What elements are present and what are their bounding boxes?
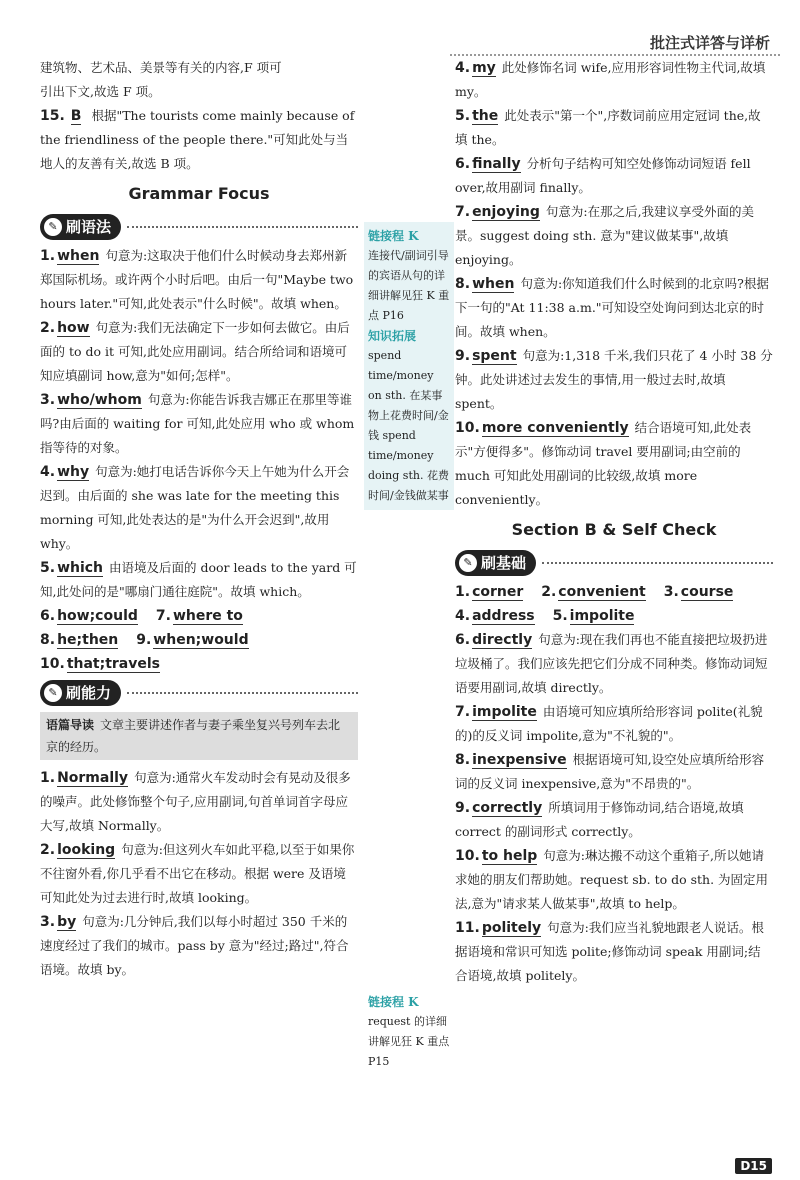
item-number: 2.	[541, 584, 557, 600]
right-column	[455, 56, 773, 988]
item-explanation: 根据"The tourists come mainly because of the friendliness of the people there."可知此处与当地人的友善有关,故选 B 项。	[40, 108, 355, 171]
item-number: 11.	[455, 920, 480, 936]
item-explanation: 句意为:你知道我们什么时候到的北京吗?根据下一句的"At 11:38 a.m."可知设空处询问到达北京的时间。故填 when。	[455, 276, 769, 339]
item-number: 6.	[455, 156, 471, 172]
side-note: request 的详细讲解见狂 K 重点 P15	[368, 1015, 450, 1068]
answer-item	[455, 152, 773, 200]
item-answer: when;would	[153, 632, 249, 648]
item-number: 1.	[40, 248, 56, 264]
guide-label: 语篇导读	[46, 718, 95, 732]
item-number: 4.	[455, 60, 471, 76]
item-number: 10.	[455, 848, 480, 864]
item-answer: B	[70, 108, 82, 124]
item-number: 2.	[40, 320, 56, 336]
answer-item-15	[40, 104, 358, 176]
item-number: 9.	[455, 800, 471, 816]
item-answer: to help	[481, 848, 538, 864]
item-answer: by	[57, 914, 77, 930]
intro-line: 引出下文,故选 F 项。	[40, 84, 161, 99]
answer-item	[40, 316, 358, 388]
item-explanation: 句意为:通常火车发动时会有晃动及很多的噪声。此处修饰整个句子,应用副词,句首单词首字母应大写,故填 Normally。	[40, 770, 351, 833]
item-answer: directly	[472, 632, 533, 648]
item-explanation: 由语境可知应填所给形容词 polite(礼貌的)的反义词 impolite,意为"不礼貌的"。	[455, 704, 763, 743]
item-number: 3.	[40, 914, 56, 930]
item-number: 8.	[455, 276, 471, 292]
answer-item	[40, 838, 358, 910]
item-explanation: 此处表示"第一个",序数词前应用定冠词 the,故填 the。	[455, 108, 761, 147]
item-explanation: 句意为:她打电话告诉你今天上午她为什么开会迟到。由后面的 she was late for the meeting this morning 可知,此处表达的是"为什么开会迟到",故用 why。	[40, 464, 350, 551]
item-answer: inexpensive	[472, 752, 567, 768]
answer-item	[455, 844, 773, 916]
item-explanation: 句意为:但这列火车如此平稳,以至于如果你不往窗外看,你几乎看不出它在移动。根据 were 及语境可知此处为过去进行时,故填 looking。	[40, 842, 355, 905]
side-notes-bottom	[364, 988, 454, 1076]
item-answer: correctly	[472, 800, 543, 816]
item-answer: politely	[481, 920, 542, 936]
badge-pill	[40, 214, 121, 240]
link-tag: 链接程 K	[368, 995, 419, 1009]
answer-item	[40, 460, 358, 556]
side-note: 连接代/副词引导的宾语从句的详细讲解见狂 K 重点 P16	[368, 249, 450, 322]
page-number: D15	[735, 1158, 772, 1174]
side-notes	[364, 222, 454, 510]
guide-text: 文章主要讲述作者与妻子乘坐复兴号列车去北京的经历。	[46, 718, 341, 754]
answer-item	[455, 416, 773, 512]
answer-item	[455, 748, 773, 796]
item-number: 7.	[155, 608, 171, 624]
item-number: 8.	[40, 632, 56, 648]
item-number: 4.	[40, 464, 56, 480]
intro-line: 建筑物、艺术品、美景等有关的内容,F 项可	[40, 60, 282, 75]
answer-item	[40, 556, 358, 604]
item-number: 7.	[455, 204, 471, 220]
item-explanation: 所填词用于修饰动词,结合语境,故填 correct 的副词形式 correctly。	[455, 800, 744, 839]
item-explanation: 句意为:这取决于他们什么时候动身去郑州新郑国际机场。或许两个小时后吧。由后一句"Maybe two hours later."可知,此处表示"什么时候"。故填 when。	[40, 248, 354, 311]
answer-item	[455, 200, 773, 272]
item-number: 5.	[455, 108, 471, 124]
item-explanation: 结合语境可知,此处表示"方便得多"。修饰动词 travel 要用副词;由空前的 much 可知此处用副词的比较级,故填 more conveniently。	[455, 420, 752, 507]
answer-item	[455, 104, 773, 152]
item-answer: why	[57, 464, 90, 480]
item-number: 7.	[455, 704, 471, 720]
item-answer: my	[472, 60, 496, 76]
item-explanation: 根据语境可知,设空处应填所给形容词的反义词 inexpensive,意为"不昂贵的"。	[455, 752, 765, 791]
dotted-divider	[127, 226, 358, 228]
item-answer: the	[472, 108, 499, 124]
item-number: 3.	[40, 392, 56, 408]
item-number: 1.	[40, 770, 56, 786]
dotted-divider	[542, 562, 773, 564]
left-column	[40, 56, 358, 982]
item-answer: where to	[172, 608, 243, 624]
item-answer: looking	[57, 842, 116, 858]
item-answer: when	[472, 276, 515, 292]
badge-label: 刷语法	[66, 218, 112, 236]
item-explanation: 句意为:琳达搬不动这个重箱子,所以她请求她的朋友们帮助她。request sb. to do sth. 为固定用法,意为"请求某人做某事",故填 to help。	[455, 848, 769, 911]
item-number: 6.	[40, 608, 56, 624]
knowledge-tag: 知识拓展	[368, 329, 417, 343]
basic-badge	[455, 550, 773, 576]
answer-item	[455, 344, 773, 416]
item-number: 3.	[663, 584, 679, 600]
answer-item	[455, 796, 773, 844]
answer-row	[40, 628, 358, 652]
badge-pill	[455, 550, 536, 576]
answer-row	[455, 580, 773, 604]
item-explanation: 分析句子结构可知空处修饰动词短语 fell over,故用副词 finally。	[455, 156, 751, 195]
ability-badge	[40, 680, 358, 706]
answer-item	[40, 388, 358, 460]
item-number: 9.	[136, 632, 152, 648]
item-number: 1.	[455, 584, 471, 600]
item-number: 6.	[455, 632, 471, 648]
page-header	[0, 0, 800, 60]
reading-guide	[40, 712, 358, 760]
answer-item	[455, 916, 773, 988]
item-answer: that;travels	[66, 656, 161, 672]
item-answer: address	[472, 608, 535, 624]
item-answer: he;then	[57, 632, 119, 648]
answer-row	[40, 604, 358, 628]
item-number: 8.	[455, 752, 471, 768]
item-answer: more conveniently	[481, 420, 629, 436]
item-number: 4.	[455, 608, 471, 624]
item-answer: which	[57, 560, 104, 576]
item-answer: when	[57, 248, 100, 264]
item-explanation: 句意为:我们应当礼貌地跟老人说话。根据语境和常识可知选 polite;修饰动词 speak 用副词;结合语境,故填 politely。	[455, 920, 764, 983]
item-answer: course	[680, 584, 734, 600]
item-explanation: 句意为:我们无法确定下一步如何去做它。由后面的 to do it 可知,此处应用副词。结合所给词和语境可知应填副词 how,意为"如何;怎样"。	[40, 320, 350, 383]
badge-label: 刷基础	[481, 554, 527, 572]
item-number: 5.	[40, 560, 56, 576]
link-tag: 链接程 K	[368, 229, 419, 243]
item-number: 15.	[40, 108, 65, 124]
item-number: 10.	[455, 420, 480, 436]
answer-item	[455, 628, 773, 700]
item-explanation: 由语境及后面的 door leads to the yard 可知,此处问的是"哪扇门通往庭院"。故填 which。	[40, 560, 357, 599]
pencil-icon: ✎	[44, 218, 62, 236]
section-b-title: Section B & Self Check	[511, 520, 717, 539]
answer-item	[40, 244, 358, 316]
item-answer: who/whom	[57, 392, 142, 408]
item-number: 2.	[40, 842, 56, 858]
header-title: 批注式详答与详析	[649, 34, 770, 52]
item-answer: Normally	[57, 770, 129, 786]
answer-row	[455, 604, 773, 628]
pencil-icon: ✎	[44, 684, 62, 702]
dotted-divider	[127, 692, 358, 694]
answer-row	[40, 652, 358, 676]
answer-item	[40, 766, 358, 838]
item-answer: how;could	[57, 608, 138, 624]
item-number: 10.	[40, 656, 65, 672]
item-answer: finally	[472, 156, 521, 172]
item-explanation: 句意为:现在我们再也不能直接把垃圾扔进垃圾桶了。我们应该先把它们分成不同种类。修饰动词短语要用副词,故填 directly。	[455, 632, 768, 695]
pencil-icon: ✎	[459, 554, 477, 572]
item-answer: how	[57, 320, 90, 336]
item-explanation: 句意为:在那之后,我建议享受外面的美景。suggest doing sth. 意为"建议做某事",故填 enjoying。	[455, 204, 755, 267]
badge-pill	[40, 680, 121, 706]
item-answer: impolite	[472, 704, 537, 720]
item-number: 9.	[455, 348, 471, 364]
item-number: 5.	[552, 608, 568, 624]
answer-item	[40, 910, 358, 982]
item-answer: impolite	[569, 608, 635, 624]
answer-item	[455, 700, 773, 748]
side-note: spend time/money on sth. 在某事物上花费时间/金钱 spend time/money doing sth. 花费时间/金钱做某事	[368, 349, 449, 502]
grammar-focus-title: Grammar Focus	[128, 184, 270, 203]
answer-item	[455, 272, 773, 344]
item-answer: spent	[472, 348, 517, 364]
item-explanation: 句意为:1,318 千米,我们只花了 4 小时 38 分钟。此处讲述过去发生的事情,用一般过去时,故填 spent。	[455, 348, 773, 411]
item-explanation: 句意为:几分钟后,我们以每小时超过 350 千米的速度经过了我们的城市。pass by 意为"经过;路过",符合语境。故填 by。	[40, 914, 349, 977]
item-explanation: 句意为:你能告诉我吉娜正在那里等谁吗?由后面的 waiting for 可知,此处应用 who 或 whom 指等待的对象。	[40, 392, 355, 455]
item-explanation: 此处修饰名词 wife,应用形容词性物主代词,故填 my。	[455, 60, 766, 99]
answer-item	[455, 56, 773, 104]
grammar-badge	[40, 214, 358, 240]
badge-label: 刷能力	[66, 684, 112, 702]
item-answer: convenient	[558, 584, 646, 600]
item-answer: enjoying	[472, 204, 540, 220]
item-answer: corner	[472, 584, 524, 600]
